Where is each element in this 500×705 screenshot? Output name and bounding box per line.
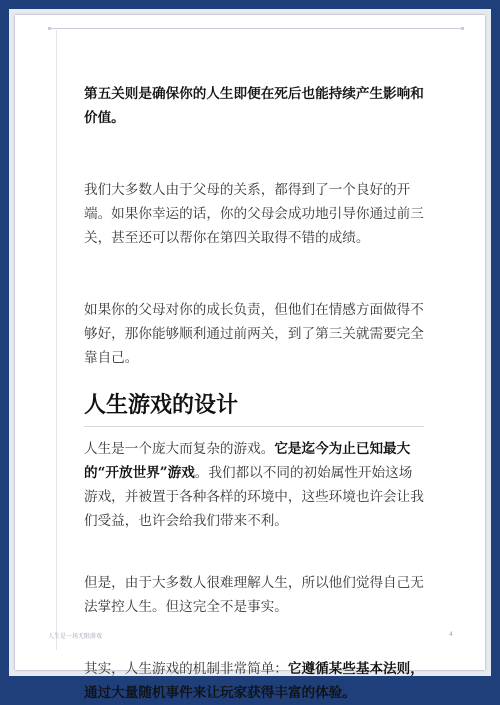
paragraph-4-text-a: 人生是一个庞大而复杂的游戏。 <box>84 441 275 457</box>
paragraph-5: 但是，由于大多数人很难理解人生，所以他们觉得自己无法掌控人生。但这完全不是事实。 <box>84 575 424 615</box>
paragraph-4 <box>84 437 424 533</box>
paragraph-4-bold: 它是迄今为止已知最大的“开放世界”游戏 <box>84 441 411 481</box>
paragraph-6 <box>84 657 424 705</box>
paragraph-6-bold: 它遵循某些基本法则，通过大量随机事件来让玩家获得丰富的体验。 <box>84 661 424 701</box>
section-heading: 人生游戏的设计 <box>84 392 239 418</box>
heading-divider <box>84 426 424 427</box>
paragraph-4-text-b: 。我们都以不同的初始属性开始这场游戏，并被置于各种各样的环境中，这些环境也许会让我们受益，也许会给我们带来不利。 <box>84 465 424 529</box>
paragraph-1: 第五关则是确保你的人生即便在死后也能持续产生影响和价值。 <box>84 86 424 126</box>
left-margin-rule <box>56 30 57 650</box>
paragraph-3: 如果你的父母对你的成长负责，但他们在情感方面做得不够好，那你能够顺利通过前两关，到了第三关就需要完全靠自己。 <box>84 302 424 366</box>
page-content <box>84 82 424 705</box>
paragraph-2: 我们大多数人由于父母的关系，都得到了一个良好的开端。如果你幸运的话，你的父母会成功地引导你通过前三关，甚至还可以帮你在第四关取得不错的成绩。 <box>84 182 424 246</box>
footer-page-number: 4 <box>449 631 453 638</box>
top-border-rule <box>50 28 462 29</box>
paragraph-6-text-a: 其实，人生游戏的机制非常简单： <box>84 661 288 677</box>
footer-book-title: 人生是一场无限游戏 <box>48 633 103 640</box>
